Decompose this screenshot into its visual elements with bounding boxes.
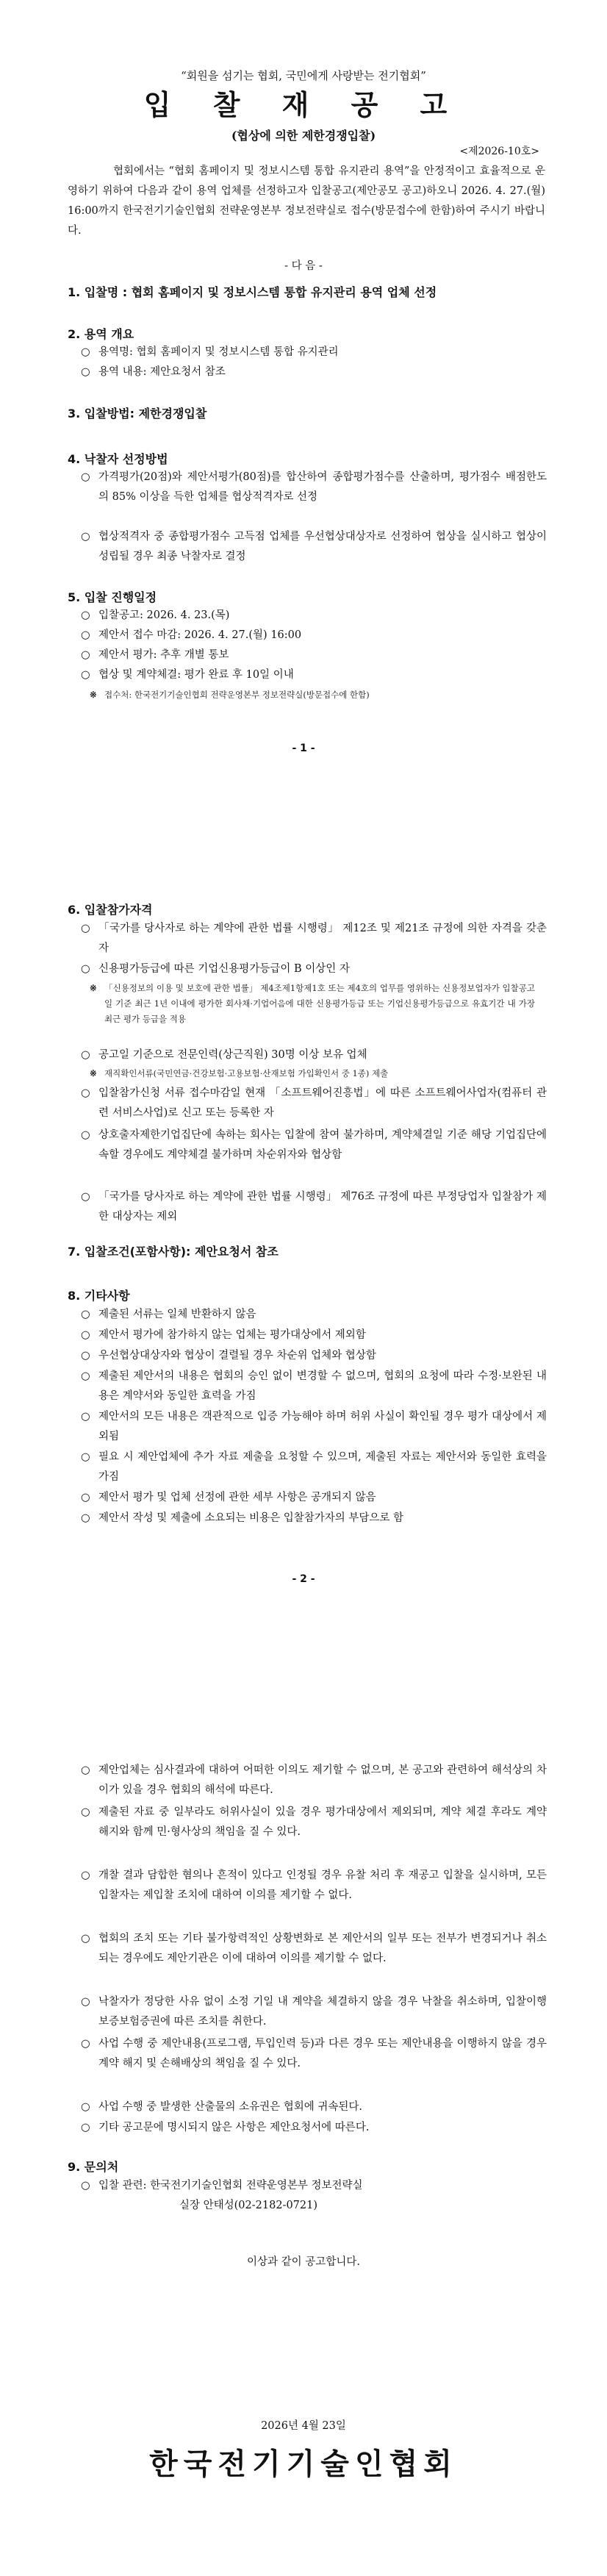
list-item: ○ 상호출자제한기업집단에 속하는 회사는 입찰에 참여 불가하며, 계약체결일 기준 해당 기업집단에 속할 경우에도 계약체결 불가하며 차순위자와 협상함 xyxy=(79,1126,547,1165)
note: ※ 재직확인서류(국민연금·건강보험·고용보험·산재보험 가입확인서 중 1종) 제출 xyxy=(90,1066,535,1081)
circle-bullet-icon: ○ xyxy=(81,1933,90,1944)
circle-bullet-icon: ○ xyxy=(81,1492,90,1503)
reference-mark-icon: ※ xyxy=(90,690,97,700)
circle-bullet-icon: ○ xyxy=(81,471,90,483)
circle-bullet-icon: ○ xyxy=(81,1996,90,2008)
section-2-title: 2. 용역 개요 xyxy=(68,327,134,341)
list-item: ○ 우선협상대상자와 협상이 결렬될 경우 차순위 업체와 협상함 xyxy=(79,1346,547,1366)
page-subtitle: (협상에 의한 제한경쟁입찰) xyxy=(231,129,376,143)
list-item: ○ 제안업체는 심사결과에 대하여 어떠한 이의도 제기할 수 없으며, 본 공고와 관련하여 해석상의 차이가 있을 경우 협회의 해석에 따른다. xyxy=(79,1761,547,1800)
slogan: “회원을 섬기는 협회, 국민에게 사랑받는 전기협회” xyxy=(181,69,426,82)
reference-mark-icon: ※ xyxy=(90,1068,97,1078)
circle-bullet-icon: ○ xyxy=(81,1350,90,1362)
circle-bullet-icon: ○ xyxy=(81,649,90,661)
section-3-title: 3. 입찰방법: 제한경쟁입찰 xyxy=(68,407,207,421)
circle-bullet-icon: ○ xyxy=(81,2180,90,2192)
circle-bullet-icon: ○ xyxy=(81,1329,90,1341)
circle-bullet-icon: ○ xyxy=(81,1049,90,1061)
circle-bullet-icon: ○ xyxy=(81,1870,90,1881)
circle-bullet-icon: ○ xyxy=(81,629,90,641)
list-item: ○ 제안서 평가에 참가하지 않는 업체는 평가대상에서 제외함 xyxy=(79,1325,547,1345)
reference-mark-icon: ※ xyxy=(90,983,97,993)
list-item: ○ 사업 수행 중 발생한 산출물의 소유권은 협회에 귀속된다. xyxy=(79,2097,547,2117)
list-item: ○ 기타 공고문에 명시되지 않은 사항은 제안요청서에 따른다. xyxy=(79,2118,547,2138)
circle-bullet-icon: ○ xyxy=(81,1309,90,1320)
list-item: ○ 제안서 평가: 추후 개별 통보 xyxy=(79,645,547,665)
circle-bullet-icon: ○ xyxy=(81,1411,90,1423)
section-9-title: 9. 문의처 xyxy=(68,2160,119,2174)
circle-bullet-icon: ○ xyxy=(81,963,90,975)
list-item: ○ 제출된 제안서의 내용은 협회의 승인 없이 변경할 수 없으며, 협회의 요청에 따라 수정·보완된 내용은 계약서와 동일한 효력을 가짐 xyxy=(79,1367,547,1406)
list-item: ○ 「국가를 당사자로 하는 계약에 관한 법률 시행령」 제76조 규정에 따른 부정당업자 입찰참가 제한 대상자는 제외 xyxy=(79,1187,547,1227)
circle-bullet-icon: ○ xyxy=(81,1129,90,1141)
list-item: ○ 가격평가(20점)와 제안서평가(80점)를 합산하여 종합평가점수를 산출하며, 평가점수 배점한도의 85% 이상을 득한 업체를 협상적격자로 선정 xyxy=(79,468,547,507)
contact-person: 실장 안태성(02-2182-0721) xyxy=(179,2200,318,2211)
note: ※ 「신용정보의 이용 및 보호에 관한 법률」 제4조제1항제1호 또는 제4호의 업무를 영위하는 신용정보업자가 입찰공고일 기준 최근 1년 이내에 평가한 회사채·기업어음에 대한 신용평가등급 또는 기업신용평가등급으로 유효기간 내 가장 최근 평가 등급을 적용 xyxy=(90,981,535,1027)
list-item: ○ 「국가를 당사자로 하는 계약에 관한 법률 시행령」 제12조 및 제21조 규정에 의한 자격을 갖춘 자 xyxy=(79,919,547,959)
section-6-title: 6. 입찰참가자격 xyxy=(68,903,153,917)
circle-bullet-icon: ○ xyxy=(81,366,90,378)
list-item: ○ 제안서 평가 및 업체 선정에 관한 세부 사항은 공개되지 않음 xyxy=(79,1488,547,1508)
list-item: ○ 협상 및 계약체결: 평가 완료 후 10일 이내 xyxy=(79,665,547,685)
page-number: - 2 - xyxy=(292,1573,315,1585)
issue-date: 2026년 4월 23일 xyxy=(261,2420,346,2432)
da-eum-divider: - 다 음 - xyxy=(284,260,323,272)
list-item: ○ 협상적격자 중 종합평가점수 고득점 업체를 우선협상대상자로 선정하여 협상을 실시하고 협상이 성립될 경우 최종 낙찰자로 결정 xyxy=(79,527,547,567)
circle-bullet-icon: ○ xyxy=(81,1806,90,1818)
circle-bullet-icon: ○ xyxy=(81,923,90,934)
list-item: ○ 사업 수행 중 제안내용(프로그램, 투입인력 등)과 다른 경우 또는 제안내용을 이행하지 않을 경우 계약 해지 및 손해배상의 책임을 질 수 있다. xyxy=(79,2034,547,2074)
circle-bullet-icon: ○ xyxy=(81,1191,90,1203)
list-item: ○ 제출된 서류는 일체 반환하지 않음 xyxy=(79,1305,547,1325)
circle-bullet-icon: ○ xyxy=(81,669,90,681)
list-item: ○ 제안서 접수 마감: 2026. 4. 27.(월) 16:00 xyxy=(79,626,547,645)
list-item: ○ 용역명: 협회 홈페이지 및 정보시스템 통합 유지관리 xyxy=(79,343,547,362)
section-7-title: 7. 입찰조건(포함사항): 제안요청서 참조 xyxy=(68,1245,279,1259)
list-item: ○ 신용평가등급에 따른 기업신용평가등급이 B 이상인 자 xyxy=(79,959,547,979)
circle-bullet-icon: ○ xyxy=(81,609,90,621)
section-4-title: 4. 낙찰자 선정방법 xyxy=(68,452,168,466)
circle-bullet-icon: ○ xyxy=(81,2038,90,2050)
list-item: ○ 입찰공고: 2026. 4. 23.(목) xyxy=(79,606,547,626)
circle-bullet-icon: ○ xyxy=(81,2101,90,2113)
circle-bullet-icon: ○ xyxy=(81,1512,90,1524)
document-number: <제2026-10호> xyxy=(459,146,539,157)
circle-bullet-icon: ○ xyxy=(81,346,90,358)
note: ※ 접수처: 한국전기기술인협회 전략운영본부 정보전략실(방문접수에 한함) xyxy=(90,687,535,703)
section-5-title: 5. 입찰 진행일정 xyxy=(68,590,157,604)
list-item: ○ 낙찰자가 정당한 사유 없이 소정 기일 내 계약을 체결하지 않을 경우 낙찰을 취소하며, 입찰이행보증보험증권에 따른 조치를 취한다. xyxy=(79,1992,547,2032)
list-item: ○ 필요 시 제안업체에 추가 자료 제출을 요청할 수 있으며, 제출된 자료는 제안서와 동일한 효력을 가짐 xyxy=(79,1448,547,1487)
list-item: ○ 제출된 자료 중 일부라도 허위사실이 있을 경우 평가대상에서 제외되며, 계약 체결 후라도 계약 해지와 함께 민·형사상의 책임을 질 수 있다. xyxy=(79,1803,547,1842)
organization-name: 한국전기기술인협회 xyxy=(149,2447,458,2481)
list-item: ○ 제안서 작성 및 제출에 소요되는 비용은 입찰참가자의 부담으로 함 xyxy=(79,1509,547,1528)
list-item: ○ 개찰 결과 담합한 혐의나 흔적이 있다고 인정될 경우 유찰 처리 후 재공고 입찰을 실시하며, 모든 입찰자는 제입찰 조치에 대하여 이의를 제기할 수 없다. xyxy=(79,1866,547,1906)
closing-text: 이상과 같이 공고합니다. xyxy=(247,2256,360,2268)
section-8-title: 8. 기타사항 xyxy=(68,1289,130,1303)
circle-bullet-icon: ○ xyxy=(81,1370,90,1382)
circle-bullet-icon: ○ xyxy=(81,531,90,543)
list-item: ○ 입찰 관련: 한국전기기술인협회 전략운영본부 정보전략실 xyxy=(79,2176,547,2196)
page-title: 입 찰 재 공 고 xyxy=(143,89,464,121)
list-item: ○ 용역 내용: 제안요청서 참조 xyxy=(79,362,547,382)
list-item: ○ 공고일 기준으로 전문인력(상근직원) 30명 이상 보유 업체 xyxy=(79,1045,547,1065)
list-item: ○ 제안서의 모든 내용은 객관적으로 입증 가능해야 하며 허위 사실이 확인될 경우 평가 대상에서 제외됨 xyxy=(79,1407,547,1447)
page-number: - 1 - xyxy=(292,743,315,754)
circle-bullet-icon: ○ xyxy=(81,1451,90,1463)
section-1-title: 1. 입찰명 : 협회 홈페이지 및 정보시스템 통합 유지관리 용역 업체 선정 xyxy=(68,285,437,299)
intro-paragraph: 협회에서는 “협회 홈페이지 및 정보시스템 통합 유지관리 용역”을 안정적이고 효율적으로 운영하기 위하여 다음과 같이 용역 업체를 선정하고자 입찰공고(제안공모 공고)하오니 2026. 4. 27.(월) 16:00까지 한국전기기술인협회 전략운영본부 정보전략실로 접수(방문접수에 한함)하여 주시기 바랍니다. xyxy=(68,165,545,237)
circle-bullet-icon: ○ xyxy=(81,1087,90,1099)
list-item: ○ 협회의 조치 또는 기타 불가항력적인 상황변화로 본 제안서의 일부 또는 전부가 변경되거나 취소되는 경우에도 제안기관은 이에 대하여 이의를 제기할 수 없다. xyxy=(79,1929,547,1969)
circle-bullet-icon: ○ xyxy=(81,2122,90,2133)
list-item: ○ 입찰참가신청 서류 접수마감일 현재 「소프트웨어진흥법」에 따른 소프트웨어사업자(컴퓨터 관련 서비스사업)로 신고 또는 등록한 자 xyxy=(79,1084,547,1123)
circle-bullet-icon: ○ xyxy=(81,1764,90,1776)
